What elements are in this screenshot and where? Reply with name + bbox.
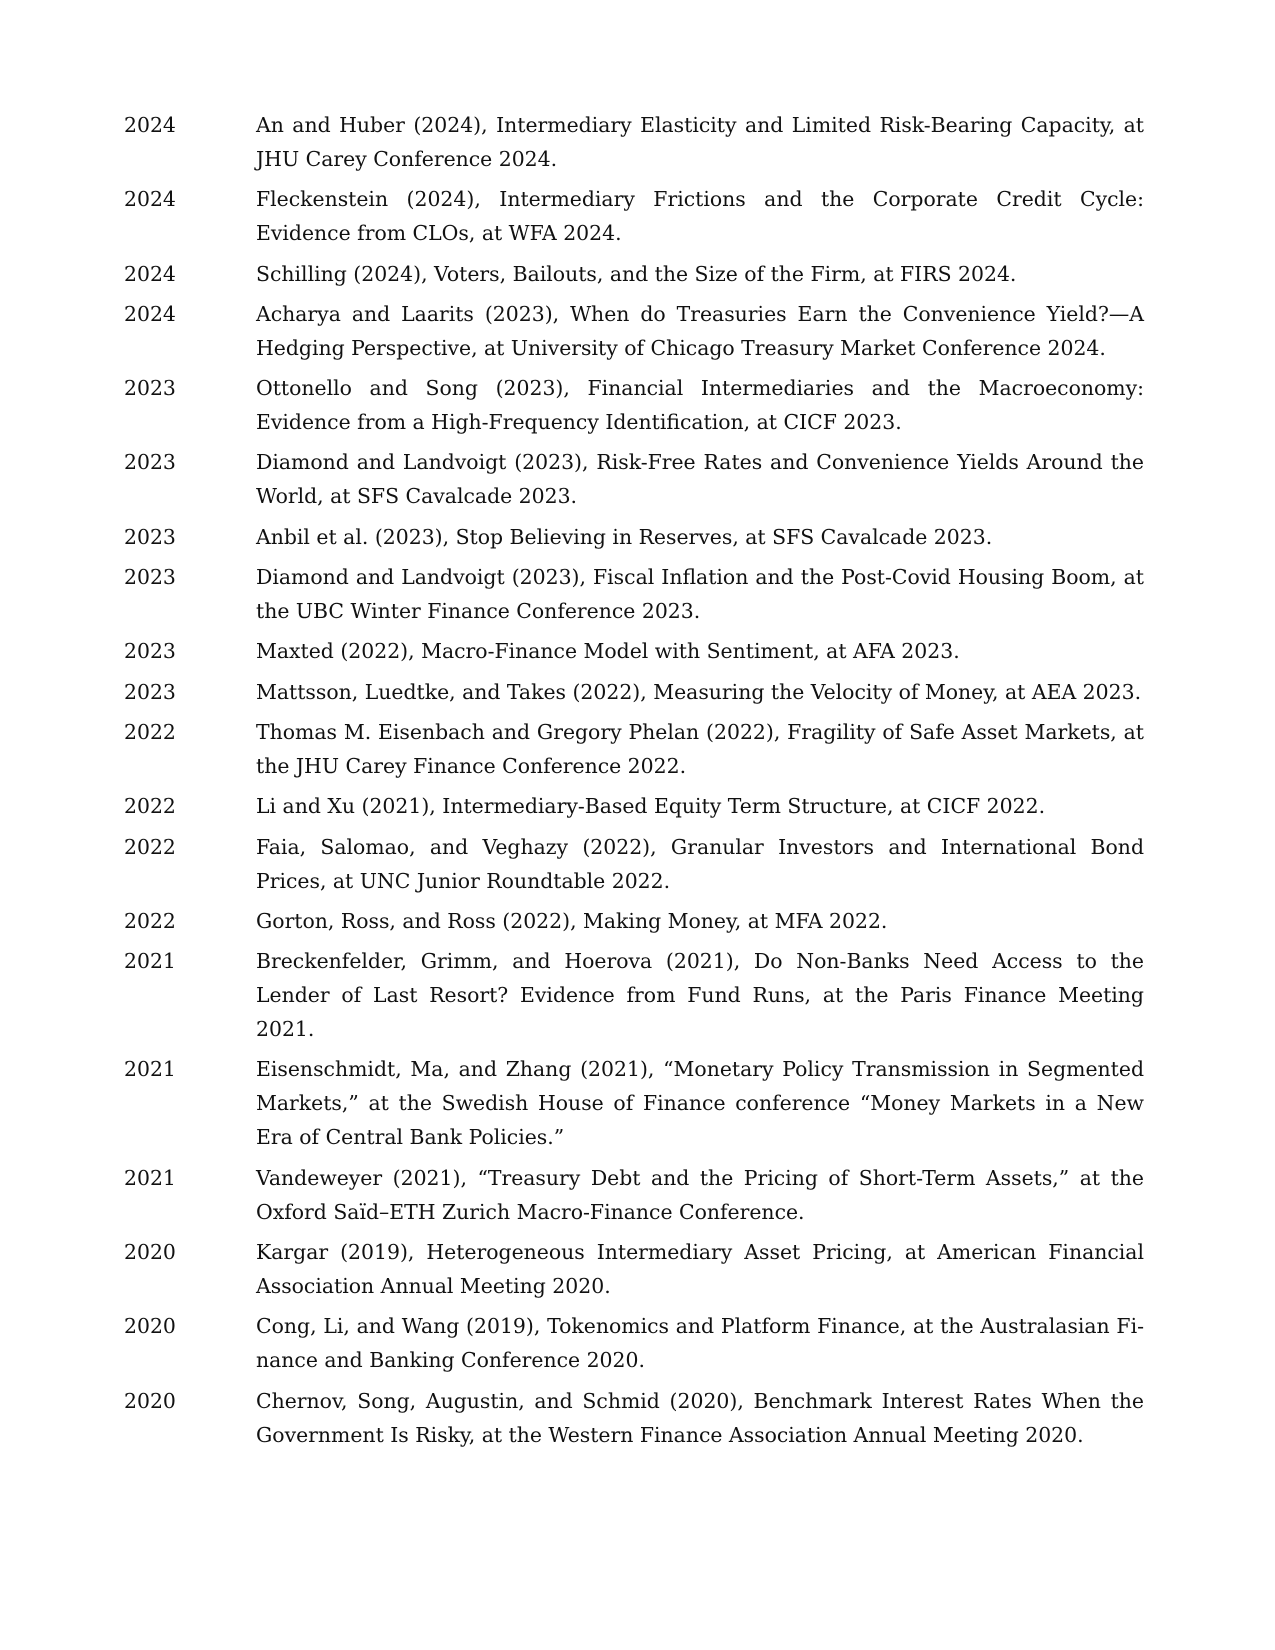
entry-year: 2024 bbox=[124, 301, 176, 326]
list-item bbox=[124, 297, 1144, 365]
list-item bbox=[124, 634, 1144, 668]
entry-year: 2023 bbox=[124, 450, 176, 475]
entry-text: Breckenfelder, Grimm, and Hoerova (2021), Do Non-Banks Need Access to the Lender of Last Resort? Evidence from Fund Runs, at the Paris Finance Meeting 2021. bbox=[256, 949, 1144, 1042]
list-item bbox=[124, 520, 1144, 554]
entry-year: 2022 bbox=[124, 908, 176, 933]
entry-text: Schilling (2024), Voters, Bailouts, and the Size of the Firm, at FIRS 2024. bbox=[256, 261, 1017, 286]
entry-year: 2020 bbox=[124, 1388, 176, 1413]
list-item bbox=[124, 182, 1144, 250]
entry-text: Chernov, Song, Augustin, and Schmid (2020), Benchmark Interest Rates When the Government Is Risky, at the Western Finance Association Annual Meeting 2020. bbox=[256, 1388, 1144, 1447]
entry-year: 2023 bbox=[124, 376, 176, 401]
entry-text: Mattsson, Luedtke, and Takes (2022), Measuring the Velocity of Money, at AEA 2023. bbox=[256, 679, 1142, 704]
entry-year: 2024 bbox=[124, 187, 176, 212]
entry-text: An and Huber (2024), Intermediary Elasticity and Limited Risk-Bearing Capacity, at JHU Carey Conference 2024. bbox=[256, 113, 1144, 171]
entry-text: Vandeweyer (2021), “Treasury Debt and the Pricing of Short-Term Assets,” at the Oxford Saïd–ETH Zurich Macro-Finance Conference. bbox=[256, 1165, 1144, 1224]
entry-text: Li and Xu (2021), Intermediary-Based Equity Term Structure, at CICF 2022. bbox=[256, 794, 1046, 819]
list-item bbox=[124, 560, 1144, 628]
entry-year: 2024 bbox=[124, 261, 176, 286]
list-item bbox=[124, 108, 1144, 176]
entry-year: 2023 bbox=[124, 679, 176, 704]
presentation-list bbox=[124, 108, 1144, 1458]
entry-text: Fleckenstein (2024), Intermediary Frictions and the Corporate Credit Cycle: Evidence from CLOs, at WFA 2024. bbox=[256, 187, 1144, 246]
list-item bbox=[124, 1235, 1144, 1303]
entry-text: Kargar (2019), Heterogeneous Intermediary Asset Pricing, at American Financial Association Annual Meeting 2020. bbox=[256, 1240, 1144, 1299]
entry-year: 2021 bbox=[124, 949, 176, 974]
list-item bbox=[124, 904, 1144, 938]
list-item bbox=[124, 675, 1144, 709]
entry-year: 2020 bbox=[124, 1240, 176, 1265]
entry-text: Diamond and Landvoigt (2023), Risk-Free Rates and Convenience Yields Around the World, at SFS Cavalcade 2023. bbox=[256, 450, 1144, 509]
entry-year: 2024 bbox=[124, 113, 176, 137]
entry-year: 2021 bbox=[124, 1165, 176, 1190]
list-item bbox=[124, 257, 1144, 291]
list-item bbox=[124, 1384, 1144, 1452]
entry-text: Ottonello and Song (2023), Financial Intermediaries and the Macroeconomy: Evidence from a High-Frequency Identification, at CICF 2023. bbox=[256, 376, 1144, 435]
list-item bbox=[124, 944, 1144, 1046]
list-item bbox=[124, 789, 1144, 823]
entry-text: Maxted (2022), Macro-Finance Model with Sentiment, at AFA 2023. bbox=[256, 639, 960, 664]
entry-text: Anbil et al. (2023), Stop Believing in Reserves, at SFS Cavalcade 2023. bbox=[256, 524, 993, 549]
entry-year: 2020 bbox=[124, 1314, 176, 1339]
entry-text: Faia, Salomao, and Veghazy (2022), Granular Investors and International Bond Prices, at UNC Junior Roundtable 2022. bbox=[256, 834, 1144, 893]
entry-year: 2022 bbox=[124, 794, 176, 819]
list-item bbox=[124, 1161, 1144, 1229]
entry-text: Acharya and Laarits (2023), When do Treasuries Earn the Convenience Yield?—A Hedging Perspective, at University of Chicago Treasury Market Conference 2024. bbox=[256, 301, 1144, 360]
entry-year: 2022 bbox=[124, 834, 176, 859]
entry-text: Diamond and Landvoigt (2023), Fiscal Inflation and the Post-Covid Housing Boom, at the UBC Winter Finance Conference 2023. bbox=[256, 565, 1144, 624]
entry-year: 2022 bbox=[124, 719, 176, 744]
list-item bbox=[124, 1309, 1144, 1377]
entry-year: 2023 bbox=[124, 565, 176, 590]
list-item bbox=[124, 371, 1144, 439]
entry-text: Thomas M. Eisenbach and Gregory Phelan (2022), Fragility of Safe Asset Markets, at the JHU Carey Finance Conference 2022. bbox=[256, 719, 1144, 778]
list-item bbox=[124, 1052, 1144, 1154]
entry-text: Cong, Li, and Wang (2019), Tokenomics and Platform Finance, at the Australasian Finance and Banking Conference 2020. bbox=[256, 1314, 1144, 1373]
entry-year: 2021 bbox=[124, 1057, 176, 1082]
list-item bbox=[124, 830, 1144, 898]
entry-year: 2023 bbox=[124, 524, 176, 549]
entry-text: Gorton, Ross, and Ross (2022), Making Money, at MFA 2022. bbox=[256, 908, 888, 933]
entry-text: Eisenschmidt, Ma, and Zhang (2021), “Monetary Policy Transmission in Segmented Markets,” at the Swedish House of Finance conference “Money Markets in a New Era of Central Bank Policies.” bbox=[256, 1057, 1144, 1150]
list-item bbox=[124, 715, 1144, 783]
list-item bbox=[124, 445, 1144, 513]
entry-year: 2023 bbox=[124, 639, 176, 664]
